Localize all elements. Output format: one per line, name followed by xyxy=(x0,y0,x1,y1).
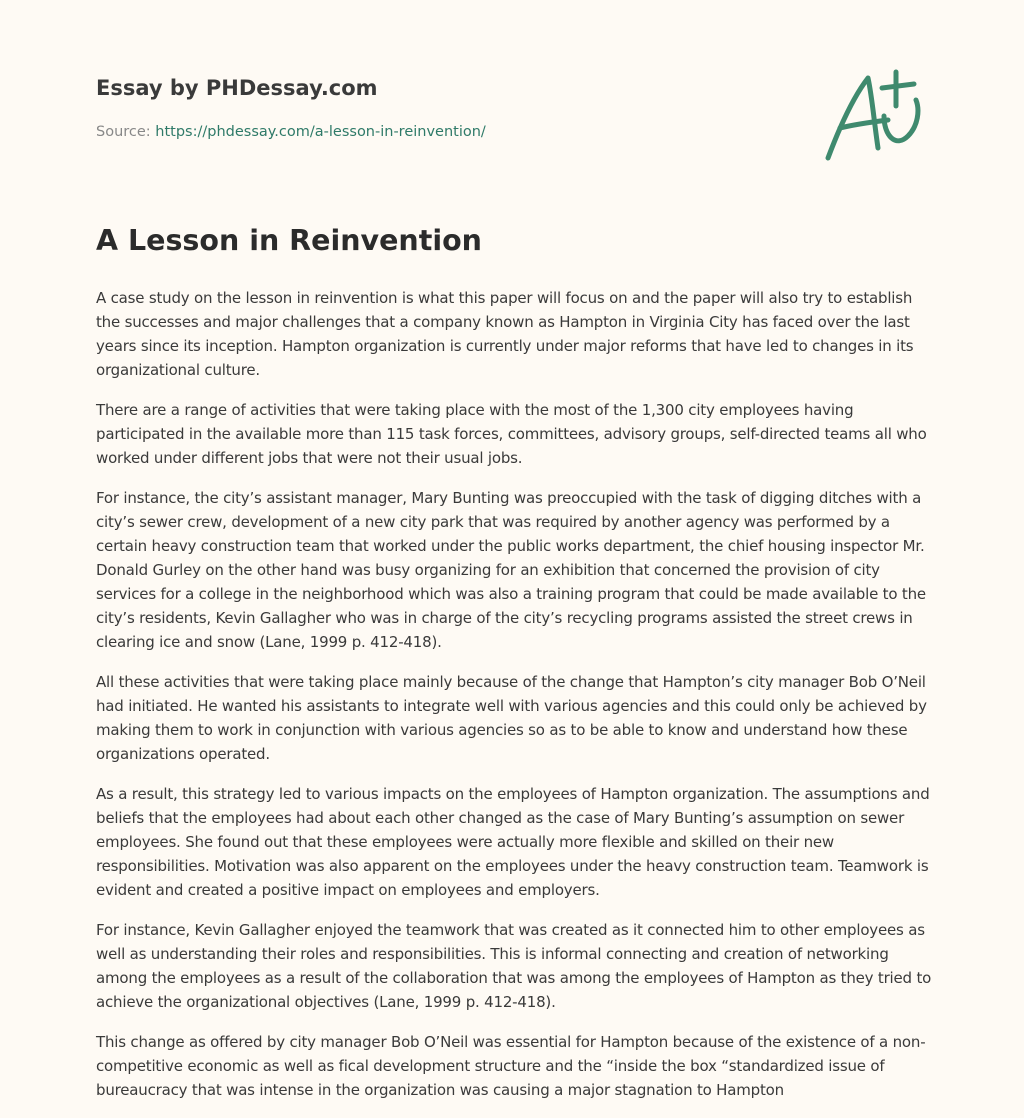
paragraph: For instance, the city’s assistant manager, Mary Bunting was preoccupied with the task of digging ditches with a city’s sewer crew, development of a new city park that was required by another agency was performed by a certain heavy construction team that worked under the public works department, the chief housing inspector Mr. Donald Gurley on the other hand was busy organizing for an exhibition that concerned the provision of city services for a college in the neighborhood which was also a training program that could be made available to the city’s residents, Kevin Gallagher who was in charge of the city’s recycling programs assisted the street crews in clearing ice and snow (Lane, 1999 p. 412-418). xyxy=(96,489,926,651)
source-line xyxy=(96,124,486,140)
source-link[interactable]: https://phdessay.com/a-lesson-in-reinvention/ xyxy=(155,124,486,140)
paragraph: There are a range of activities that were taking place with the most of the 1,300 city employees having participated in the available more than 115 task forces, committees, advisory groups, self-directed teams all who worked under different jobs that were not their usual jobs. xyxy=(96,401,927,467)
article-title: A Lesson in Reinvention xyxy=(96,224,482,257)
a-plus-logo-icon xyxy=(822,66,932,166)
source-label: Source: xyxy=(96,124,151,140)
paragraph: A case study on the lesson in reinvention is what this paper will focus on and the paper will also try to establish the successes and major challenges that a company known as Hampton in Virginia City has faced over the last years since its inception. Hampton organization is currently under major reforms that have led to changes in its organizational culture. xyxy=(96,289,914,379)
paragraph: This change as offered by city manager Bob O’Neil was essential for Hampton because of the existence of a non-competitive economic as well as fical development structure and the “inside the box “standardized issue of bureaucracy that was intense in the organization was causing a major stagnation to Hampton xyxy=(96,1033,926,1099)
site-brand: Essay by PHDessay.com xyxy=(96,76,378,100)
article-body xyxy=(96,286,932,1118)
paragraph: As a result, this strategy led to various impacts on the employees of Hampton organization. The assumptions and beliefs that the employees had about each other changed as the case of Mary Bunting’s assumption on sewer employees. She found out that these employees were actually more flexible and skilled on their new responsibilities. Motivation was also apparent on the employees under the heavy construction team. Teamwork is evident and created a positive impact on employees and employers. xyxy=(96,785,930,899)
paragraph: For instance, Kevin Gallagher enjoyed the teamwork that was created as it connected him to other employees as well as understanding their roles and responsibilities. This is informal connecting and creation of networking among the employees as a result of the collaboration that was among the employees of Hampton as they tried to achieve the organizational objectives (Lane, 1999 p. 412-418). xyxy=(96,921,932,1011)
paragraph: All these activities that were taking place mainly because of the change that Hampton’s city manager Bob O’Neil had initiated. He wanted his assistants to integrate well with various agencies and this could only be achieved by making them to work in conjunction with various agencies so as to be able to know and understand how these organizations operated. xyxy=(96,673,927,763)
